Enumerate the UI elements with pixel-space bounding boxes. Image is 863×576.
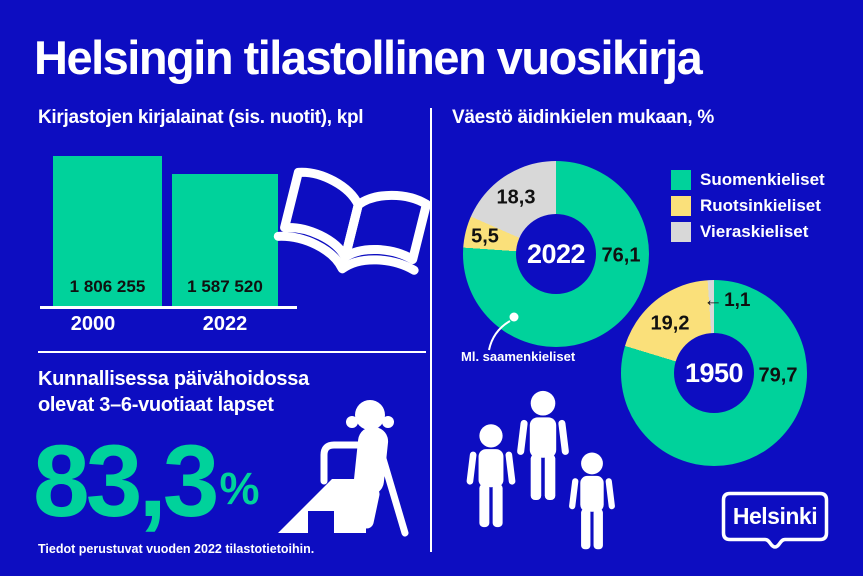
slice-label-swedish-2022: 5,5 <box>471 225 499 248</box>
slice-label-swedish-1950: 19,2 <box>650 312 690 335</box>
swedish-swatch-icon <box>671 196 691 216</box>
daycare-share-value: 83,3 <box>33 424 216 538</box>
slice-label-finnish-1950: 79,7 <box>758 364 798 387</box>
legend-row-finnish <box>671 170 825 190</box>
donut-chart-1950 <box>621 280 807 466</box>
person-icon-left <box>466 424 516 527</box>
slice-label-finnish-2022: 76,1 <box>601 244 641 267</box>
daycare-share-unit: % <box>219 463 260 514</box>
bar-2000 <box>53 156 162 306</box>
bar-2022-value: 1 587 520 <box>187 277 263 296</box>
bar-chart-baseline <box>40 306 297 309</box>
page-title: Helsingin tilastollinen vuosikirja <box>34 31 702 84</box>
donut-2022-hole <box>516 214 596 294</box>
family-icons <box>466 391 615 549</box>
daycare-section-heading: Kunnallisessa päivähoidossa olevat 3–6-vuotiaat lapset <box>38 368 309 416</box>
donut-2022-center-label: 2022 <box>526 238 586 269</box>
footer-note: Tiedot perustuvat vuoden 2022 tilastotietoihin. <box>38 542 315 556</box>
person-icon-middle <box>517 391 570 500</box>
horizontal-divider <box>38 351 426 353</box>
donut-chart-2022 <box>463 161 649 347</box>
slice-label-foreign-1950: ← 1,1 <box>703 290 751 311</box>
vertical-divider <box>430 108 432 552</box>
sami-note-label: Ml. saamenkieliset <box>461 349 576 364</box>
legend-row-swedish <box>671 196 825 216</box>
foreign-swatch-icon <box>671 222 691 242</box>
legend-label-finnish: Suomenkieliset <box>700 170 825 189</box>
legend-label-foreign: Vieraskieliset <box>700 222 809 241</box>
donut-1950-center-label: 1950 <box>684 357 744 388</box>
library-bar-chart <box>40 156 298 306</box>
bar-2022-category: 2022 <box>202 313 248 335</box>
helsinki-logo-text: Helsinki <box>732 503 818 529</box>
library-section-heading: Kirjastojen kirjalainat (sis. nuotit), kpl <box>38 107 364 128</box>
population-legend <box>671 170 825 242</box>
legend-label-swedish: Ruotsinkieliset <box>700 196 821 215</box>
population-section-heading: Väestö äidinkielen mukaan, % <box>452 107 714 128</box>
bar-2022 <box>172 174 278 306</box>
daycare-share <box>33 424 260 538</box>
child-on-slide-icon <box>278 400 405 533</box>
arrow-left-icon: ← <box>703 290 723 311</box>
slice-label-foreign-2022: 18,3 <box>496 186 536 209</box>
finnish-swatch-icon <box>671 170 691 190</box>
legend-row-foreign <box>671 222 825 242</box>
person-icon-right <box>569 453 616 550</box>
bar-2000-category: 2000 <box>70 313 116 335</box>
bar-2000-value: 1 806 255 <box>69 277 146 296</box>
donut-1950-hole <box>674 333 754 413</box>
